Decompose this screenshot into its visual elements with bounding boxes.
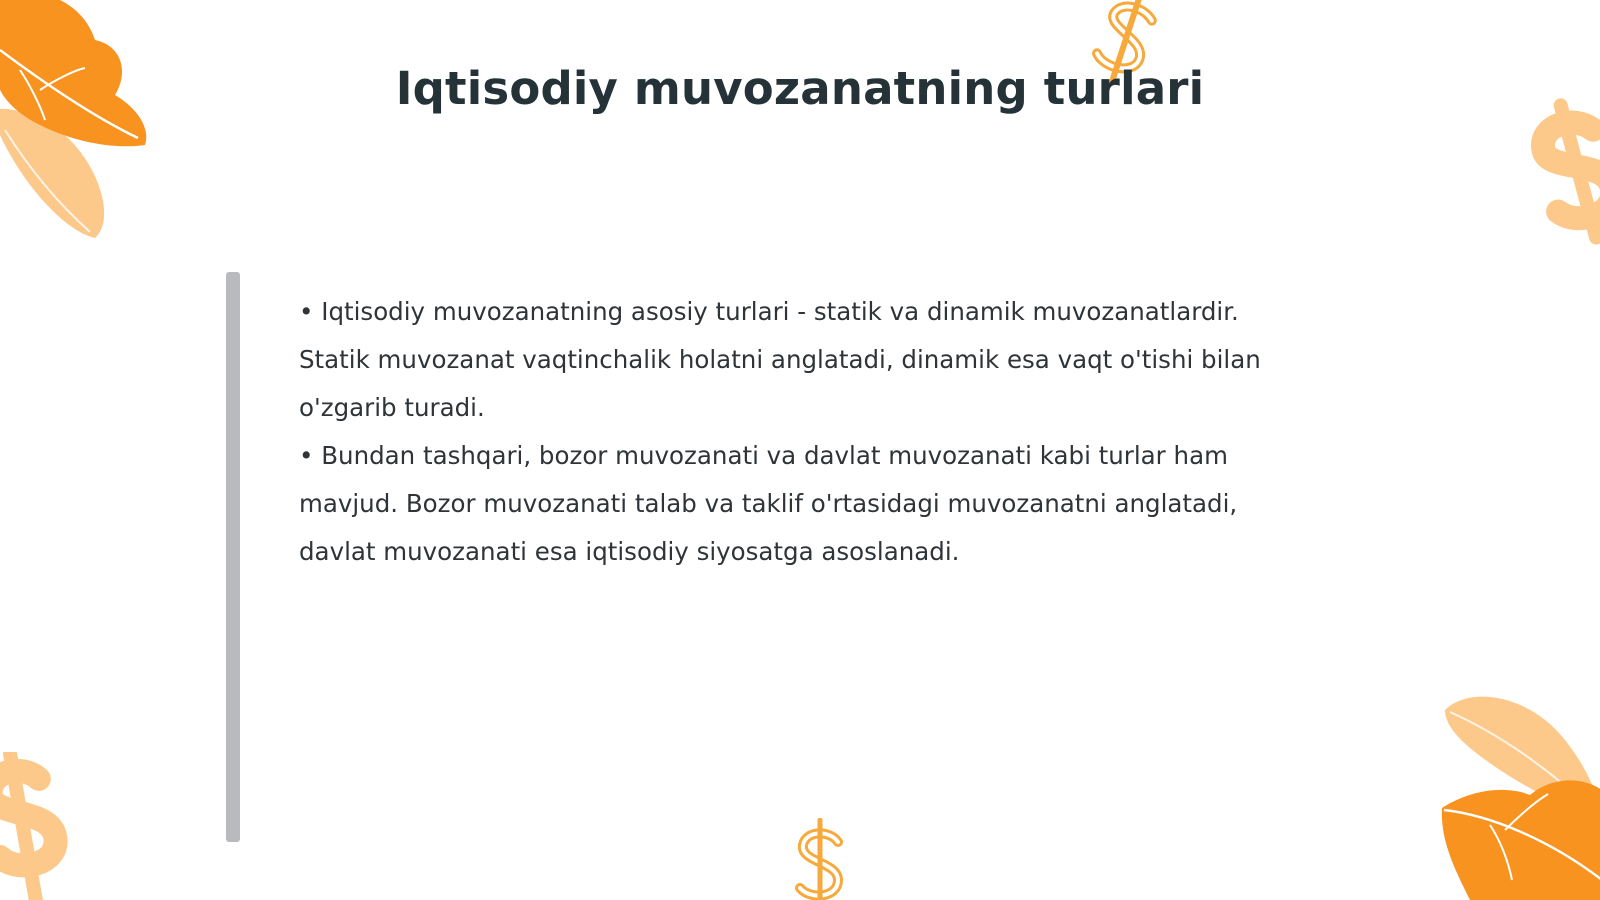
accent-bar xyxy=(226,272,240,842)
slide-body xyxy=(299,288,1299,576)
dollar-right-icon xyxy=(1518,95,1600,245)
slide-title: Iqtisodiy muvozanatning turlari xyxy=(395,62,1205,115)
dollar-bottom-left-icon xyxy=(0,752,75,900)
leaf-cluster-top-left-icon xyxy=(0,0,160,250)
bullet-paragraph: • Iqtisodiy muvozanatning asosiy turlari - statik va dinamik muvozanatlardir. Statik muvozanat vaqtinchalik holatni anglatadi, dinamik esa vaqt o'tishi bilan o'zgarib turadi. xyxy=(299,297,1261,422)
dollar-bottom-center-icon xyxy=(786,818,856,900)
bullet-paragraph: • Bundan tashqari, bozor muvozanati va davlat muvozanati kabi turlar ham mavjud. Bozor muvozanati talab va taklif o'rtasidagi muvozanatni anglatadi, davlat muvozanati esa iqtisodiy siyosatga asoslanadi. xyxy=(299,441,1238,566)
leaf-cluster-bottom-right-icon xyxy=(1430,690,1600,900)
